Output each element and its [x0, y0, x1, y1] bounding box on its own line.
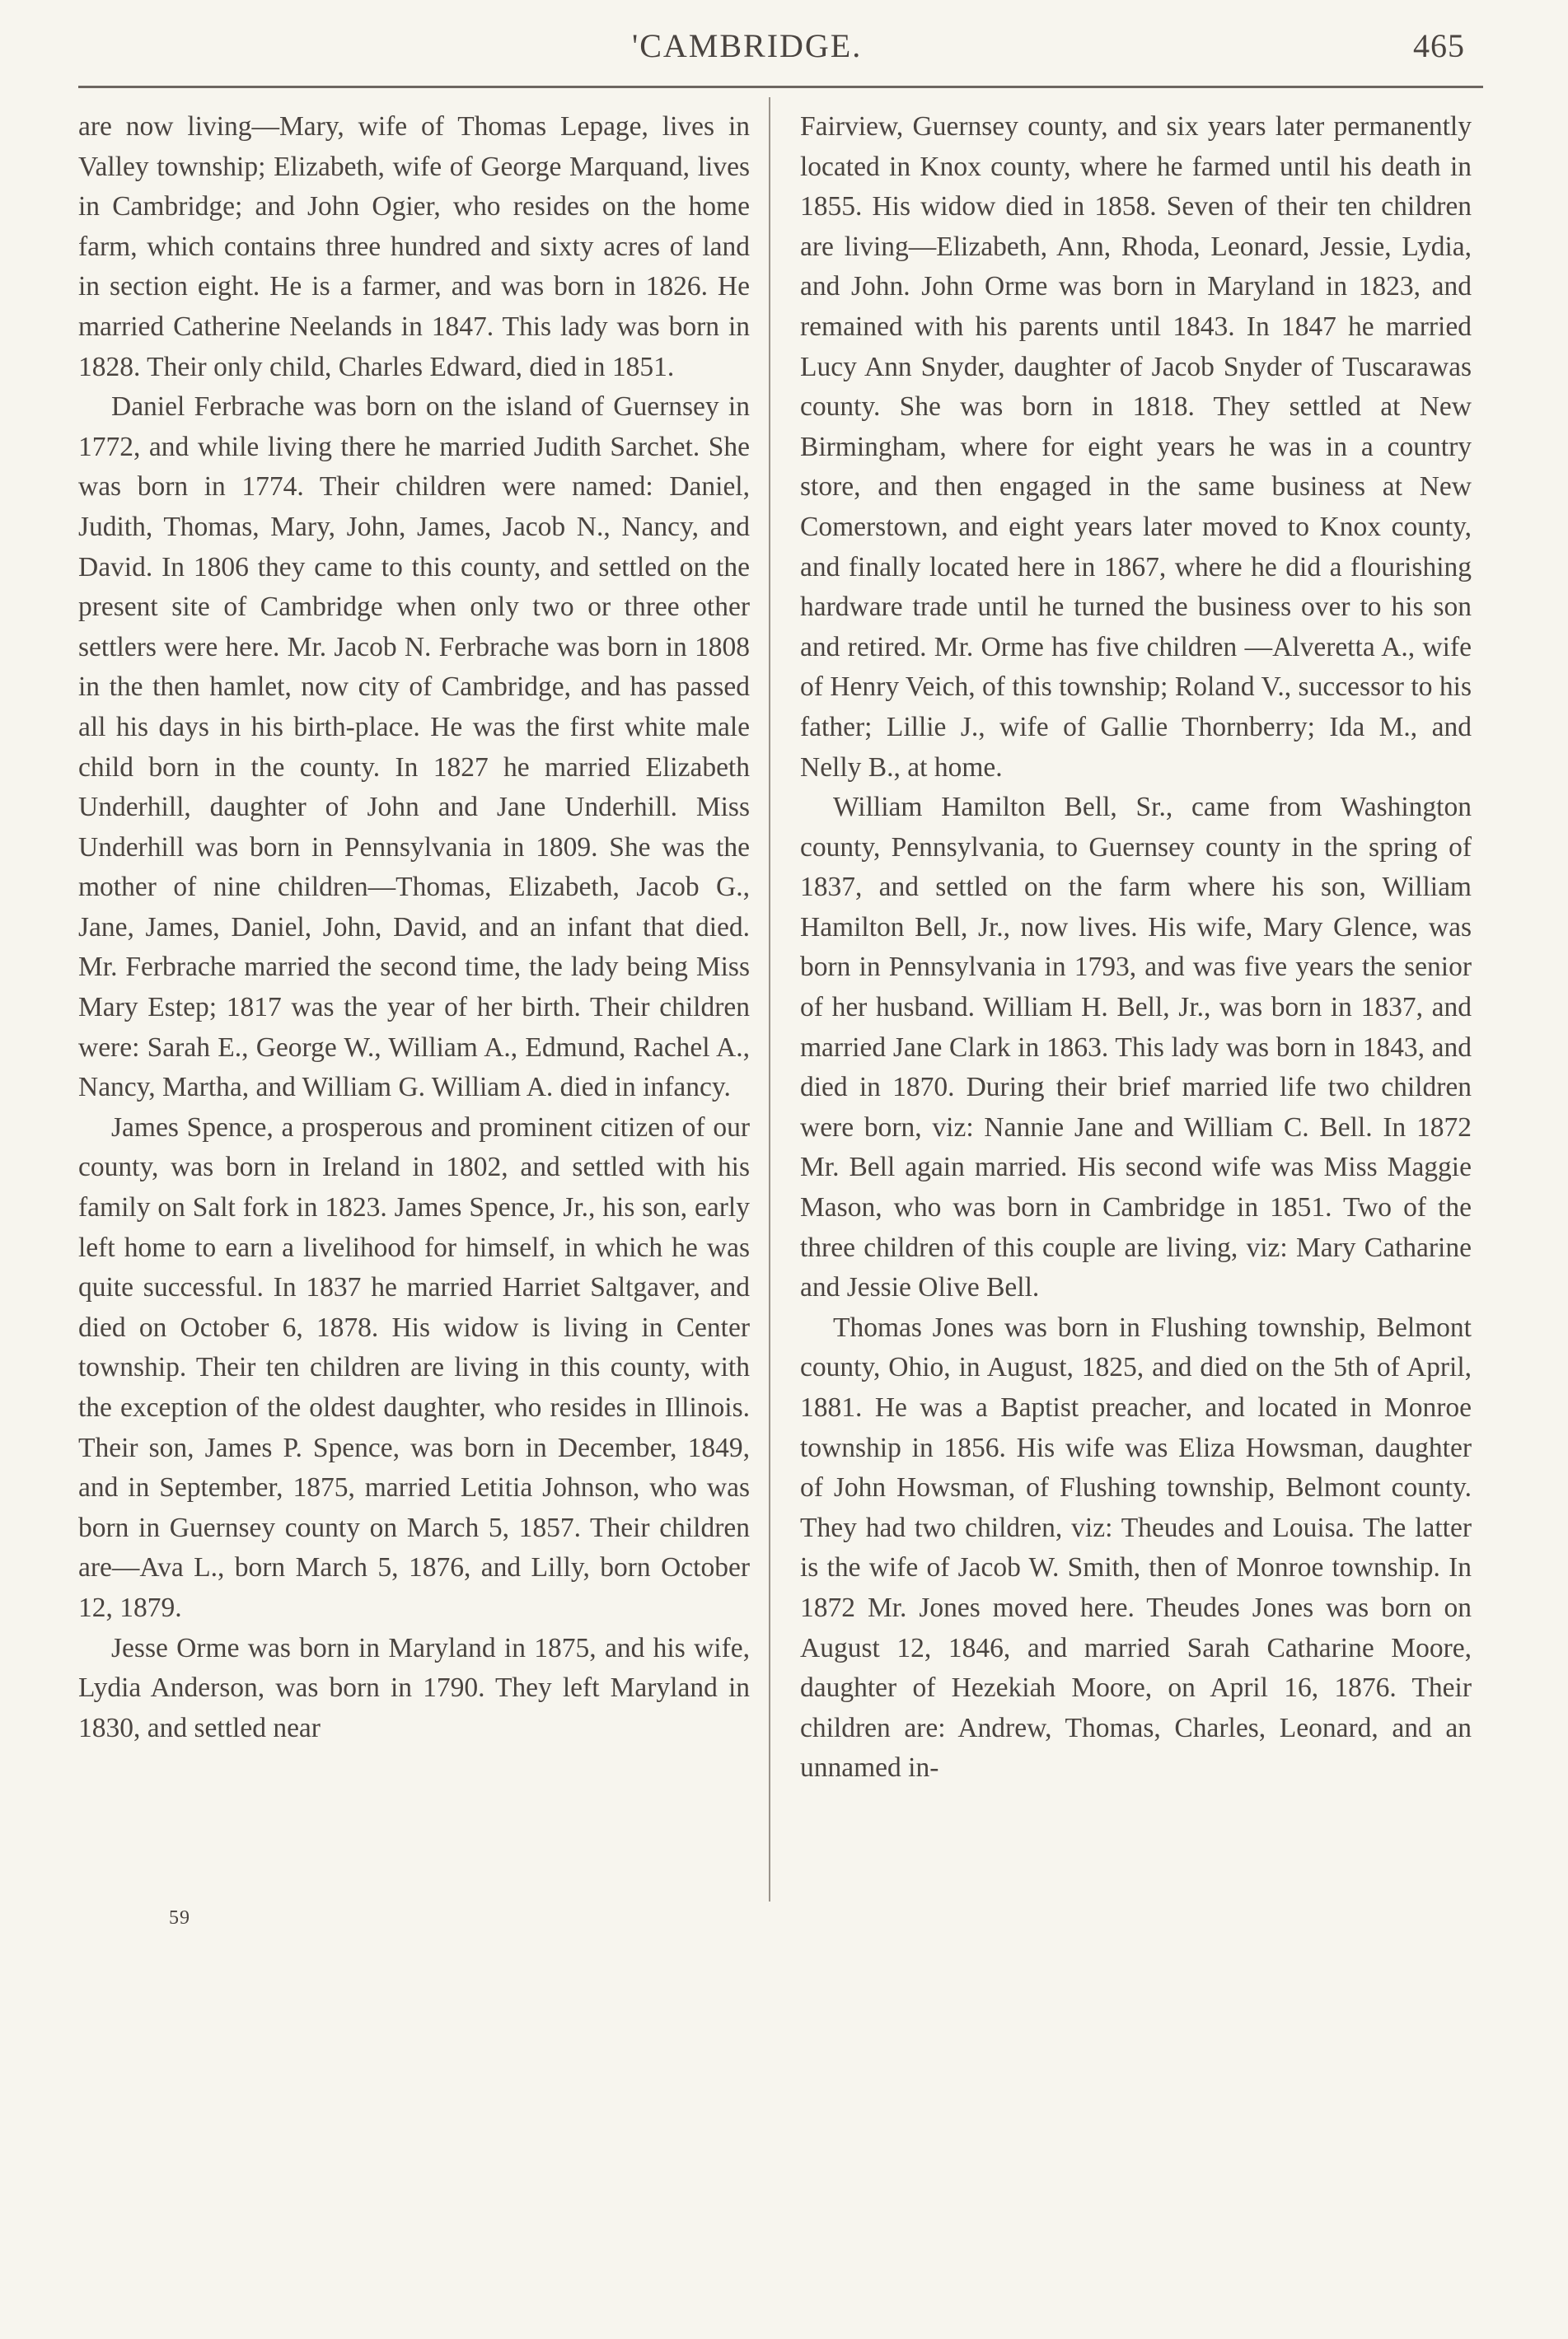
printer-signature-mark: 59 — [169, 1907, 190, 1929]
page-title: 'CAMBRIDGE. — [632, 27, 863, 64]
paragraph-orme-start: Jesse Orme was born in Maryland in 1875, and his wife, Lydia Anderson, was born in 1790. They left Maryland in 1830, and settled near — [78, 1632, 750, 1743]
right-column — [800, 107, 1472, 1789]
paragraph-orme-continued: Fairview, Guernsey county, and six years later permanently located in Knox county, where he farmed until his death in 1855. His widow died in 1858. Seven of their ten children are living—Elizabeth, Ann, Rhoda, Leonard, Jessie, Lydia, and John. John Orme was born in Maryland in 1823, and remained with his parents until 1843. In 1847 he married Lucy Ann Snyder, daughter of Jacob Snyder of Tuscarawas county. She was born in 1818. They settled at New Birmingham, where for eight years he was in a country store, and then engaged in the same business at New Comerstown, and eight years later moved to Knox county, and finally located here in 1867, where he did a flourishing hardware trade until he turned the business over to his son and retired. Mr. Orme has five children —Alveretta A., wife of Henry Veich, of this township; Roland V., successor to his father; Lillie J., wife of Gallie Thornberry; Ida M., and Nelly B., at home. — [800, 111, 1472, 783]
paragraph-bell: William Hamilton Bell, Sr., came from Washington county, Pennsylvania, to Guernsey county in the spring of 1837, and settled on the farm where his son, William Hamilton Bell, Jr., now lives. His wife, Mary Glence, was born in Pennsylvania in 1793, and was five years the senior of her husband. William H. Bell, Jr., was born in 1837, and married Jane Clark in 1863. This lady was born in 1843, and died in 1870. During their brief married life two children were born, viz: Nannie Jane and William C. Bell. In 1872 Mr. Bell again married. His second wife was Miss Maggie Mason, who was born in Cambridge in 1851. Two of the three children of this couple are living, viz: Mary Catharine and Jessie Olive Bell. — [800, 792, 1472, 1303]
page-number: 465 — [1413, 27, 1465, 64]
paragraph-spence: James Spence, a prosperous and prominent citizen of our county, was born in Ireland in 1802, and settled with his family on Salt fork in 1823. James Spence, Jr., his son, early left home to earn a livelihood for himself, in which he was quite successful. In 1837 he married Harriet Saltgaver, and died on October 6, 1878. His widow is living in Center township. Their ten children are living in this county, with the exception of the oldest daughter, who resides in Illinois. Their son, James P. Spence, was born in December, 1849, and in September, 1875, married Letitia Johnson, who was born in Guernsey county on March 5, 1857. Their children are—Ava L., born March 5, 1876, and Lilly, born October 12, 1879. — [78, 1111, 750, 1623]
column-divider — [769, 97, 770, 1902]
paragraph-jones: Thomas Jones was born in Flushing township, Belmont county, Ohio, in August, 1825, and died on the 5th of April, 1881. He was a Baptist preacher, and located in Monroe township in 1856. His wife was Eliza Howsman, daughter of John Howsman, of Flushing township, Belmont county. They had two children, viz: Theudes and Louisa. The latter is the wife of Jacob W. Smith, then of Monroe township. In 1872 Mr. Jones moved here. Theudes Jones was born on August 12, 1846, and married Sarah Catharine Moore, daughter of Hezekiah Moore, on April 16, 1876. Their children are: Andrew, Thomas, Charles, Leonard, and an unnamed in- — [800, 1312, 1472, 1784]
left-column — [78, 107, 750, 1748]
running-head — [0, 26, 1568, 73]
paragraph-ferbrache: Daniel Ferbrache was born on the island of Guernsey in 1772, and while living there he married Judith Sarchet. She was born in 1774. Their children were named: Daniel, Judith, Thomas, Mary, John, James, Jacob N., Nancy, and David. In 1806 they came to this county, and settled on the present site of Cambridge when only two or three other settlers were here. Mr. Jacob N. Ferbrache was born in 1808 in the then hamlet, now city of Cambridge, and has passed all his days in his birth-place. He was the first white male child born in the county. In 1827 he married Elizabeth Underhill, daughter of John and Jane Underhill. Miss Underhill was born in Pennsylvania in 1809. She was the mother of nine children—Thomas, Elizabeth, Jacob G., Jane, James, Daniel, John, David, and an infant that died. Mr. Ferbrache married the second time, the lady being Miss Mary Estep; 1817 was the year of her birth. Their children were: Sarah E., George W., William A., Edmund, Rachel A., Nancy, Martha, and William G. William A. died in infancy. — [78, 391, 750, 1103]
header-rule — [78, 86, 1483, 88]
paragraph-lepage-ogier: are now living—Mary, wife of Thomas Lepage, lives in Valley township; Elizabeth, wife of George Marquand, lives in Cambridge; and John Ogier, who resides on the home farm, which contains three hundred and sixty acres of land in section eight. He is a farmer, and was born in 1826. He married Catherine Neelands in 1847. This lady was born in 1828. Their only child, Charles Edward, died in 1851. — [78, 111, 750, 382]
